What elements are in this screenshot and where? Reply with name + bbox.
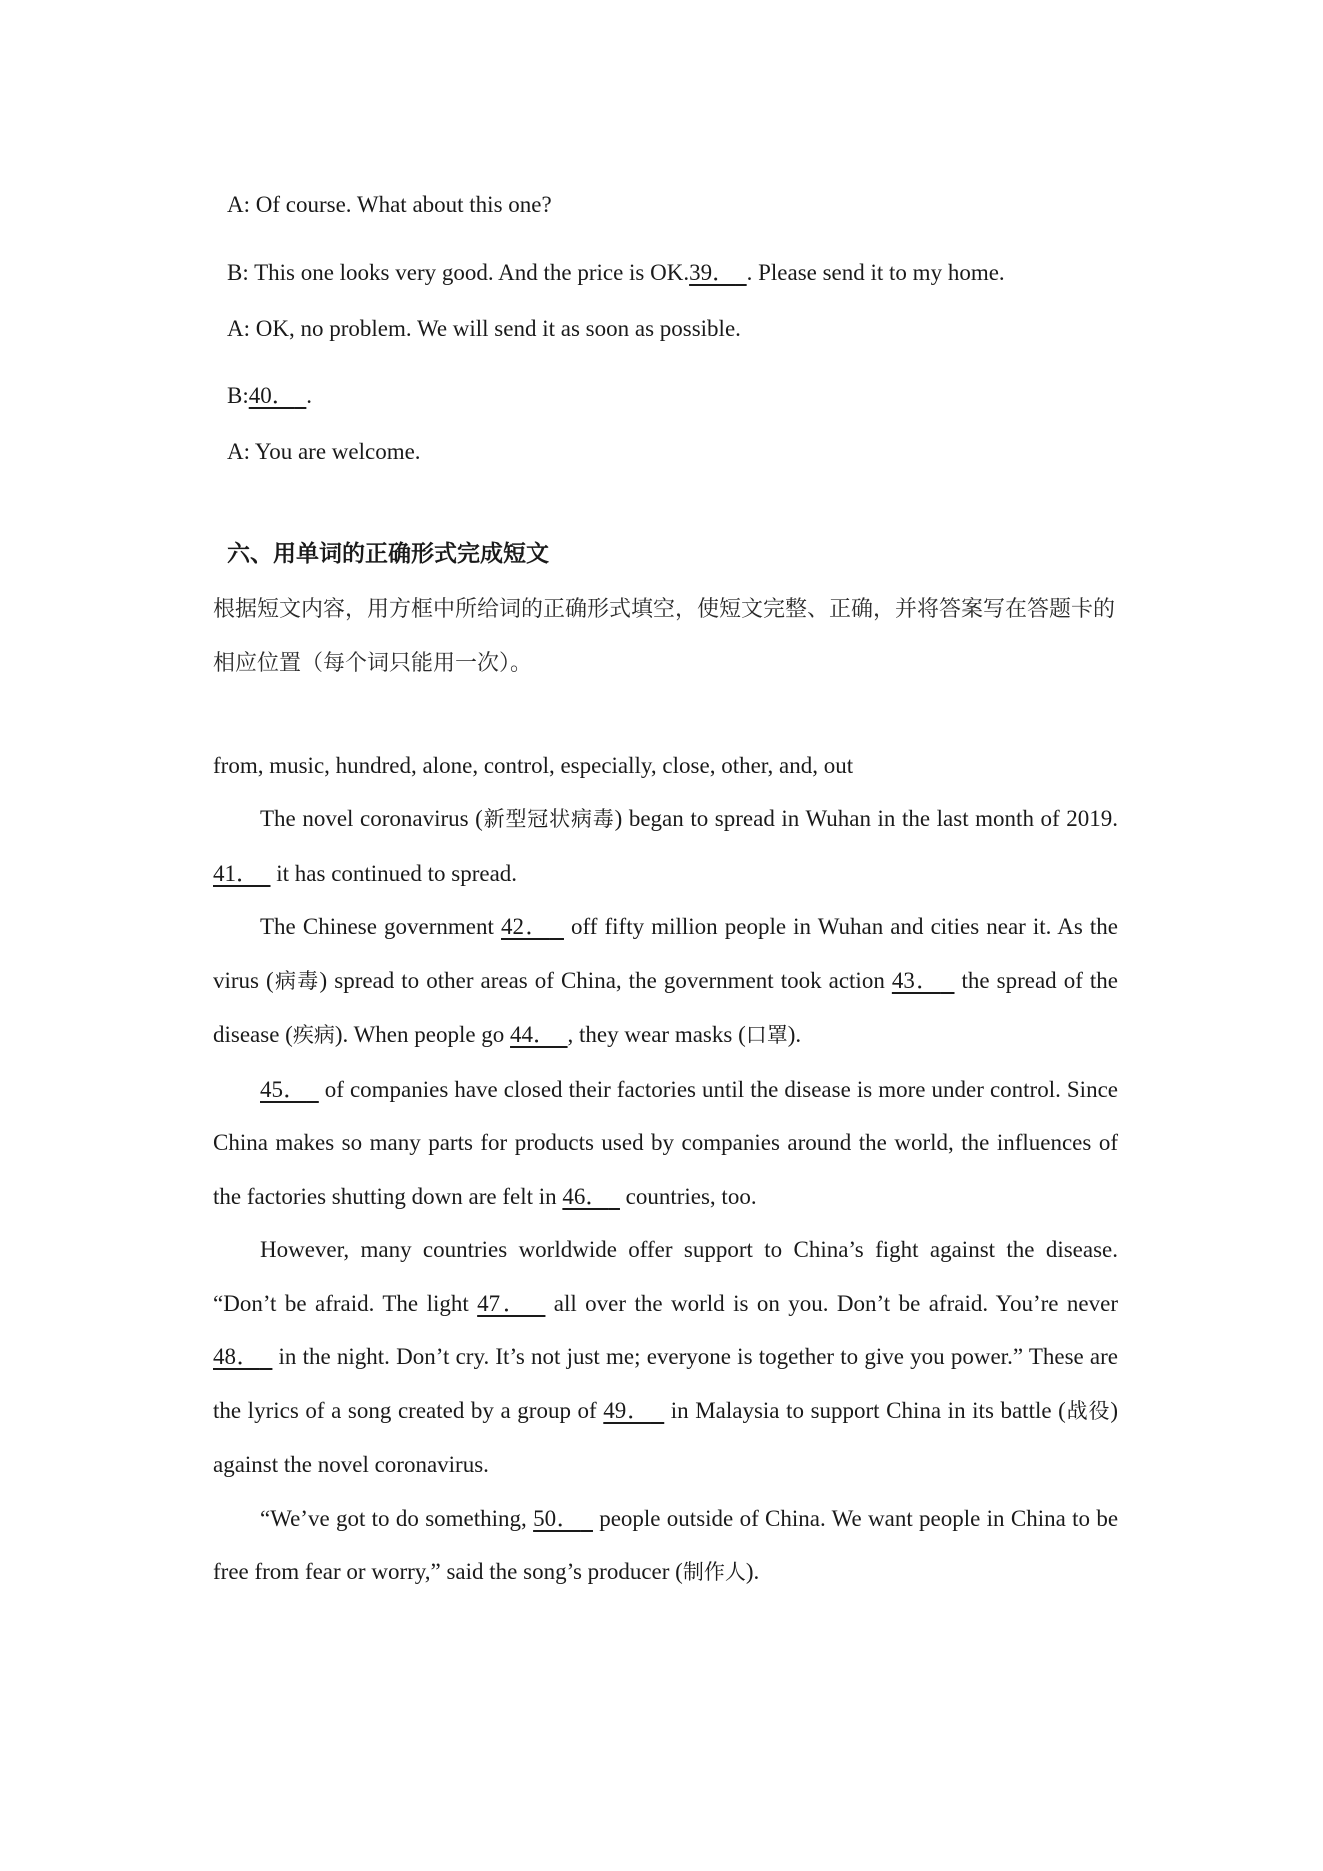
word-box: from, music, hundred, alone, control, especially, close, other, and, out <box>213 753 854 778</box>
speaker: A: <box>227 192 250 217</box>
line-text: OK, no problem. We will send it as soon as possible. <box>250 316 741 341</box>
line-text: This one looks very good. And the price is OK. <box>248 260 690 285</box>
paragraph-1: The novel coronavirus (新型冠状病毒) began to spread in Wuhan in the last month of 2019. 41． it has continued to spread. <box>213 806 1119 886</box>
chinese-gloss: 新型冠状病毒 <box>482 807 615 831</box>
dialogue-line-1 <box>227 192 552 218</box>
line-text: You are welcome. <box>250 439 421 464</box>
chinese-gloss: 疾病 <box>292 1023 335 1047</box>
answer-blank-40[interactable]: 40． <box>248 383 295 408</box>
answer-blank-46[interactable]: 46． <box>562 1183 609 1209</box>
speaker: B: <box>227 260 249 285</box>
answer-blank-47[interactable]: 47． <box>477 1290 529 1316</box>
section-title: 六、用单词的正确形式完成短文 <box>227 541 549 567</box>
paragraph-2: The Chinese government 42． off fifty million people in Wuhan and cities near it. As the virus (病毒) spread to other areas of China, the government took action 43． the spread of the disease (疾病). When people go 44． , they wear masks (口罩). <box>213 914 1119 1047</box>
chinese-gloss: 病毒 <box>273 968 320 993</box>
paragraph-3: 45． of companies have closed their factories until the disease is more under control. Since China makes so many parts for products used by companies around the world, the influences of the factories shutting down are felt in 46． countries, too. <box>213 1076 1118 1209</box>
chinese-gloss: 制作人 <box>682 1560 746 1584</box>
answer-blank-49[interactable]: 49． <box>603 1397 651 1423</box>
answer-blank-43[interactable]: 43． <box>891 967 941 993</box>
paragraph-5: “We’ve got to do something, 50． people outside of China. We want people in China to be free from fear or worry,” said the song’s producer (制作人). <box>213 1505 1119 1584</box>
chinese-gloss: 口罩 <box>745 1023 788 1047</box>
speaker: B: <box>227 383 249 408</box>
cloze-passage <box>213 792 1118 1600</box>
answer-blank-48[interactable]: 48． <box>213 1344 260 1369</box>
chinese-gloss: 战役 <box>1065 1398 1111 1423</box>
line-text: . Please send it to my home. <box>746 260 1005 285</box>
line-text: . <box>306 383 312 408</box>
answer-blank-44[interactable]: 44． <box>510 1022 557 1047</box>
speaker: A: <box>227 439 250 464</box>
paragraph-4: However, many countries worldwide offer support to China’s fight against the disease. “Don’t be afraid. The light 47． all over the world is on you. Don’t be afraid. You’re never 48． in the night. Don’t cry. It’s not just me; everyone is together to give you power.” These are the lyrics of a song created by a group of 49． in Malaysia to support China in its battle (战役) against the novel coronavirus. <box>213 1237 1119 1477</box>
answer-blank-42[interactable]: 42． <box>501 914 550 939</box>
dialogue-line-5 <box>227 439 421 465</box>
section-instruction: 根据短文内容，用方框中所给词的正确形式填空，使短文完整、正确，并将答案写在答题卡的相应位置（每个词只能用一次）。 <box>213 597 1116 676</box>
speaker: A: <box>227 316 250 341</box>
dialogue-line-4 <box>227 377 312 410</box>
dialogue-line-3 <box>227 316 741 342</box>
line-text: Of course. What about this one? <box>250 192 552 217</box>
answer-blank-39[interactable]: 39． <box>689 260 736 285</box>
answer-blank-45[interactable]: 45． <box>260 1076 307 1102</box>
dialogue-line-2 <box>227 254 1005 287</box>
answer-blank-50[interactable]: 50． <box>533 1505 581 1531</box>
answer-blank-41[interactable]: 41． <box>213 860 259 886</box>
